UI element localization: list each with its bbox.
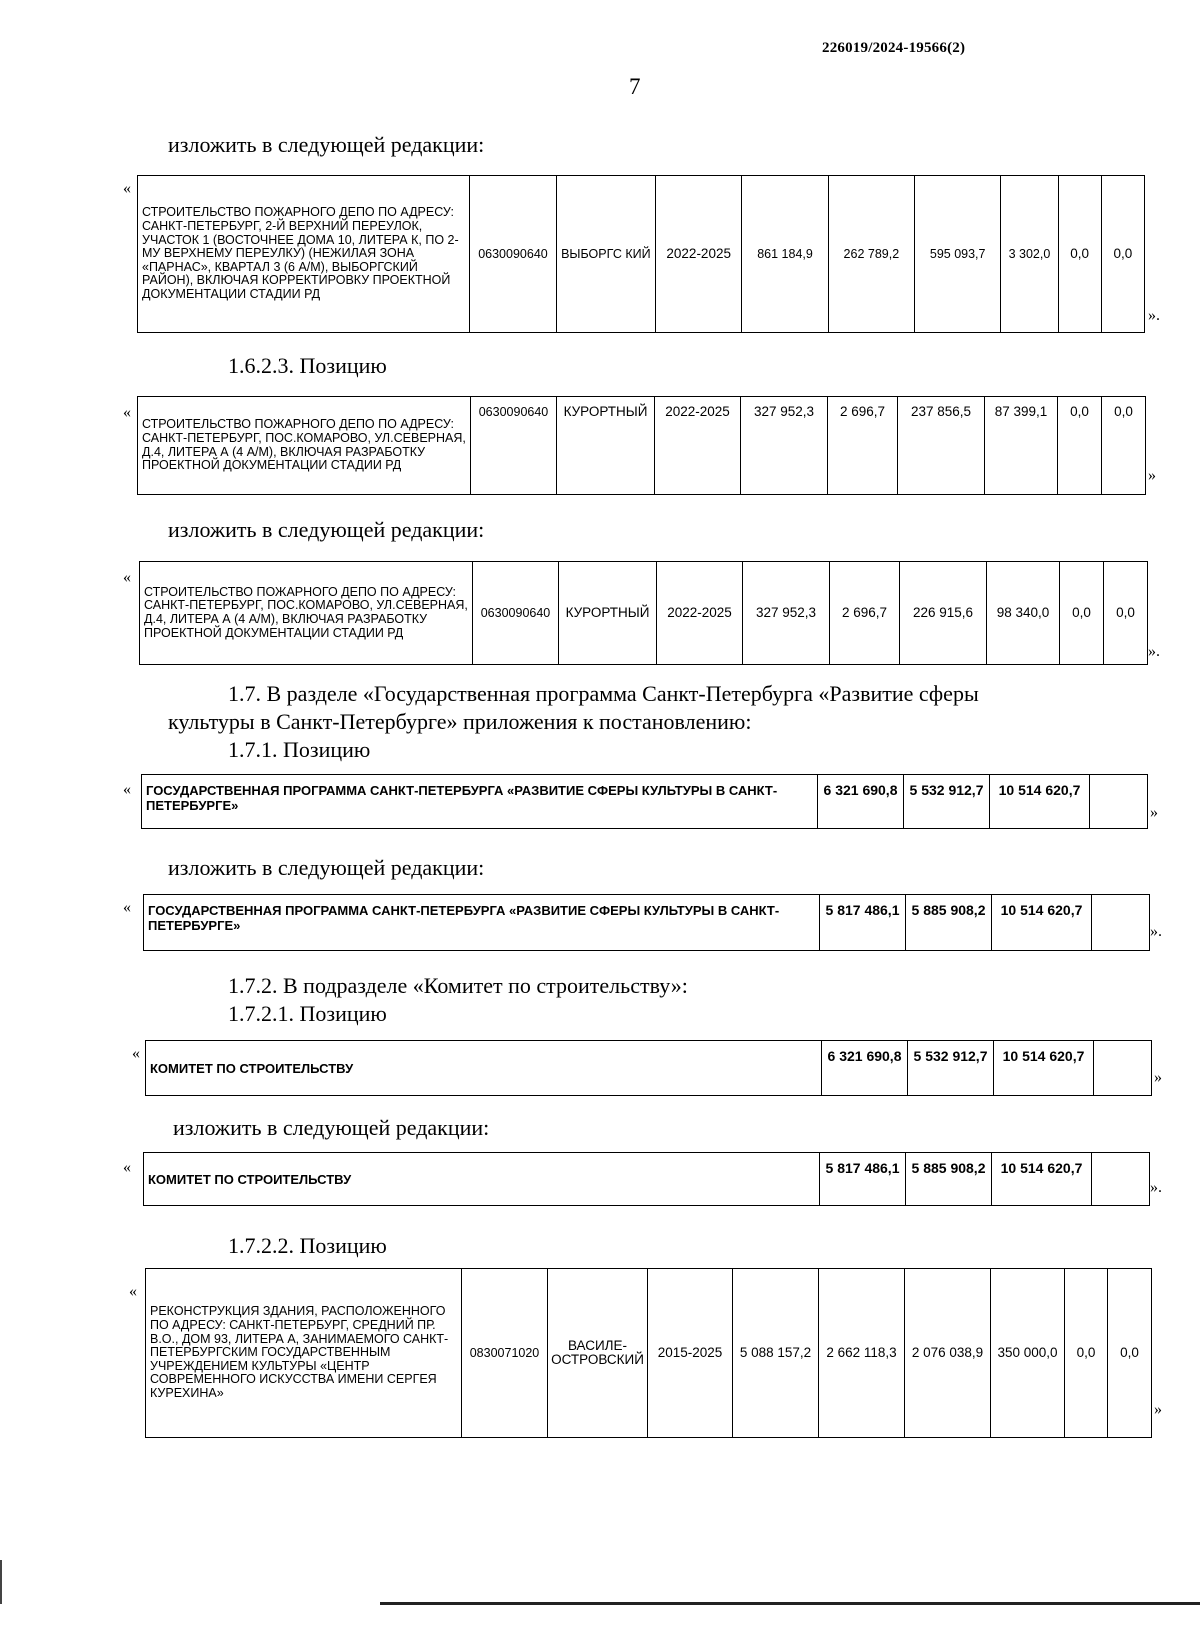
- value-3: 10 514 620,7: [990, 775, 1090, 829]
- value-3: 237 856,5: [898, 397, 985, 495]
- value-4: [1094, 1041, 1152, 1096]
- table-construction-committee-new: [143, 1152, 1150, 1206]
- value-1: 5 817 486,1: [820, 1153, 906, 1206]
- open-quote: «: [123, 1159, 131, 1176]
- value-1: 861 184,9: [742, 176, 828, 333]
- open-quote: «: [123, 569, 131, 586]
- value-4: 3 302,0: [1001, 176, 1058, 333]
- open-quote: «: [123, 781, 131, 798]
- open-quote: «: [123, 180, 131, 197]
- period: 2022-2025: [656, 176, 742, 333]
- value-1: 327 952,3: [741, 397, 828, 495]
- object-name: РЕКОНСТРУКЦИЯ ЗДАНИЯ, РАСПОЛОЖЕННОГО ПО АДРЕСУ: САНКТ-ПЕТЕРБУРГ, СРЕДНИЙ ПР. В.О., ДОМ 93, ЛИТЕРА А, ЗАНИМАЕМОГО САНКТ-ПЕТЕРБУРГСКИМ ГОСУДАРСТВЕННЫМ УЧРЕЖДЕНИЕМ КУЛЬТУРЫ «ЦЕНТР СОВРЕМЕННОГО ИСКУССТВА ИМЕНИ СЕРГЕЯ КУРЕХИНА»: [146, 1269, 462, 1438]
- item-1-7-2: 1.7.2. В подразделе «Комитет по строительству»:: [228, 973, 688, 998]
- table-program-culture-old: [141, 774, 1148, 829]
- value-2: 2 696,7: [830, 562, 900, 665]
- close-quote: »: [1150, 804, 1158, 821]
- table-fire-depot-vyborgsky-new: [137, 175, 1145, 333]
- value-3: 2 076 038,9: [905, 1269, 991, 1438]
- close-quote: »: [1154, 1069, 1162, 1086]
- value-5: 0,0: [1065, 1269, 1108, 1438]
- value-2: 2 662 118,3: [819, 1269, 905, 1438]
- close-quote: ».: [1150, 923, 1162, 940]
- item-1-7-2-1: 1.7.2.1. Позицию: [228, 1001, 387, 1026]
- item-1-7-line-1: 1.7. В разделе «Государственная программа Санкт-Петербурга «Развитие сферы: [228, 681, 979, 706]
- period: 2022-2025: [657, 562, 743, 665]
- value-1: 5 088 157,2: [733, 1269, 819, 1438]
- program-name: ГОСУДАРСТВЕННАЯ ПРОГРАММА САНКТ-ПЕТЕРБУРГА «РАЗВИТИЕ СФЕРЫ КУЛЬТУРЫ В САНКТ-ПЕТЕРБУРГЕ»: [144, 895, 820, 951]
- close-quote: ».: [1150, 1179, 1162, 1196]
- district: КУРОРТНЫЙ: [557, 397, 655, 495]
- value-2: 5 885 908,2: [906, 895, 992, 951]
- edit-intro-3: изложить в следующей редакции:: [168, 855, 485, 880]
- value-3: 10 514 620,7: [994, 1041, 1094, 1096]
- committee-name: КОМИТЕТ ПО СТРОИТЕЛЬСТВУ: [144, 1153, 820, 1206]
- value-1: 6 321 690,8: [818, 775, 904, 829]
- table-construction-committee-old: [145, 1040, 1152, 1096]
- value-2: 5 532 912,7: [904, 775, 990, 829]
- object-code: 0630090640: [470, 176, 556, 333]
- value-5: 0,0: [1058, 397, 1102, 495]
- close-quote: »: [1154, 1401, 1162, 1418]
- value-6: 0,0: [1101, 176, 1144, 333]
- table-fire-depot-komarovo-old: [137, 396, 1146, 495]
- value-3: 226 915,6: [900, 562, 987, 665]
- value-1: 5 817 486,1: [820, 895, 906, 951]
- value-4: 87 399,1: [985, 397, 1058, 495]
- object-name: СТРОИТЕЛЬСТВО ПОЖАРНОГО ДЕПО ПО АДРЕСУ: САНКТ-ПЕТЕРБУРГ, 2-Й ВЕРХНИЙ ПЕРЕУЛОК, УЧАСТОК 1 (ВОСТОЧНЕЕ ДОМА 10, ЛИТЕРА К, ПО 2-МУ ВЕРХНЕМУ ПЕРЕУЛКУ) (НЕЖИЛАЯ ЗОНА «ПАРНАС», КВАРТАЛ 3 (6 А/М), ВЫБОРГСКИЙ РАЙОН), ВКЛЮЧАЯ КОРРЕКТИРОВКУ ПРОЕКТНОЙ ДОКУМЕНТАЦИИ СТАДИИ РД: [138, 176, 470, 333]
- value-2: 2 696,7: [828, 397, 898, 495]
- object-name: СТРОИТЕЛЬСТВО ПОЖАРНОГО ДЕПО ПО АДРЕСУ: САНКТ-ПЕТЕРБУРГ, ПОС.КОМАРОВО, УЛ.СЕВЕРНАЯ, Д.4, ЛИТЕРА А (4 А/М), ВКЛЮЧАЯ РАЗРАБОТКУ ПРОЕКТНОЙ ДОКУМЕНТАЦИИ СТАДИИ РД: [138, 397, 471, 495]
- district: КУРОРТНЫЙ: [559, 562, 657, 665]
- district: ВАСИЛЕ-ОСТРОВСКИЙ: [548, 1269, 648, 1438]
- value-6: 0,0: [1108, 1269, 1152, 1438]
- item-1-7-line-2: культуры в Санкт-Петербурге» приложения к постановлению:: [168, 709, 752, 734]
- value-1: 327 952,3: [743, 562, 830, 665]
- table-program-culture-new: [143, 894, 1150, 951]
- value-4: [1090, 775, 1148, 829]
- scan-edge-mark: [0, 1560, 2, 1604]
- table-fire-depot-komarovo-new: [139, 561, 1148, 665]
- close-quote: ».: [1148, 643, 1160, 660]
- program-name: ГОСУДАРСТВЕННАЯ ПРОГРАММА САНКТ-ПЕТЕРБУРГА «РАЗВИТИЕ СФЕРЫ КУЛЬТУРЫ В САНКТ-ПЕТЕРБУРГЕ»: [142, 775, 818, 829]
- value-6: 0,0: [1104, 562, 1148, 665]
- value-4: [1092, 895, 1150, 951]
- value-2: 5 532 912,7: [908, 1041, 994, 1096]
- value-3: 10 514 620,7: [992, 1153, 1092, 1206]
- value-4: 350 000,0: [991, 1269, 1065, 1438]
- object-code: 0830071020: [462, 1269, 548, 1438]
- document-number: 226019/2024-19566(2): [822, 40, 966, 56]
- committee-name: КОМИТЕТ ПО СТРОИТЕЛЬСТВУ: [146, 1041, 822, 1096]
- object-name: СТРОИТЕЛЬСТВО ПОЖАРНОГО ДЕПО ПО АДРЕСУ: САНКТ-ПЕТЕРБУРГ, ПОС.КОМАРОВО, УЛ.СЕВЕРНАЯ, Д.4, ЛИТЕРА А (4 А/М), ВКЛЮЧАЯ РАЗРАБОТКУ ПРОЕКТНОЙ ДОКУМЕНТАЦИИ СТАДИИ РД: [140, 562, 473, 665]
- edit-intro-4: изложить в следующей редакции:: [173, 1115, 490, 1140]
- item-1-7-2-2: 1.7.2.2. Позицию: [228, 1233, 387, 1258]
- scan-edge-line: [380, 1602, 1200, 1605]
- value-3: 10 514 620,7: [992, 895, 1092, 951]
- page-number: 7: [629, 74, 641, 99]
- district: ВЫБОРГС КИЙ: [556, 176, 655, 333]
- value-3: 595 093,7: [915, 176, 1001, 333]
- object-code: 0630090640: [473, 562, 559, 665]
- item-1-6-2-3: 1.6.2.3. Позицию: [228, 353, 387, 378]
- value-4: 98 340,0: [987, 562, 1060, 665]
- table-kurekhin-center: [145, 1268, 1152, 1438]
- period: 2022-2025: [655, 397, 741, 495]
- value-2: 262 789,2: [828, 176, 914, 333]
- edit-intro-1: изложить в следующей редакции:: [168, 132, 485, 157]
- close-quote: »: [1148, 467, 1156, 484]
- object-code: 0630090640: [471, 397, 557, 495]
- item-1-7-1: 1.7.1. Позицию: [228, 737, 371, 762]
- open-quote: «: [123, 899, 131, 916]
- value-5: 0,0: [1058, 176, 1101, 333]
- open-quote: «: [129, 1283, 137, 1300]
- value-1: 6 321 690,8: [822, 1041, 908, 1096]
- open-quote: «: [123, 404, 131, 421]
- value-4: [1092, 1153, 1150, 1206]
- open-quote: «: [132, 1045, 140, 1062]
- value-6: 0,0: [1102, 397, 1146, 495]
- value-5: 0,0: [1060, 562, 1104, 665]
- period: 2015-2025: [648, 1269, 733, 1438]
- close-quote: ».: [1148, 307, 1160, 324]
- value-2: 5 885 908,2: [906, 1153, 992, 1206]
- edit-intro-2: изложить в следующей редакции:: [168, 517, 485, 542]
